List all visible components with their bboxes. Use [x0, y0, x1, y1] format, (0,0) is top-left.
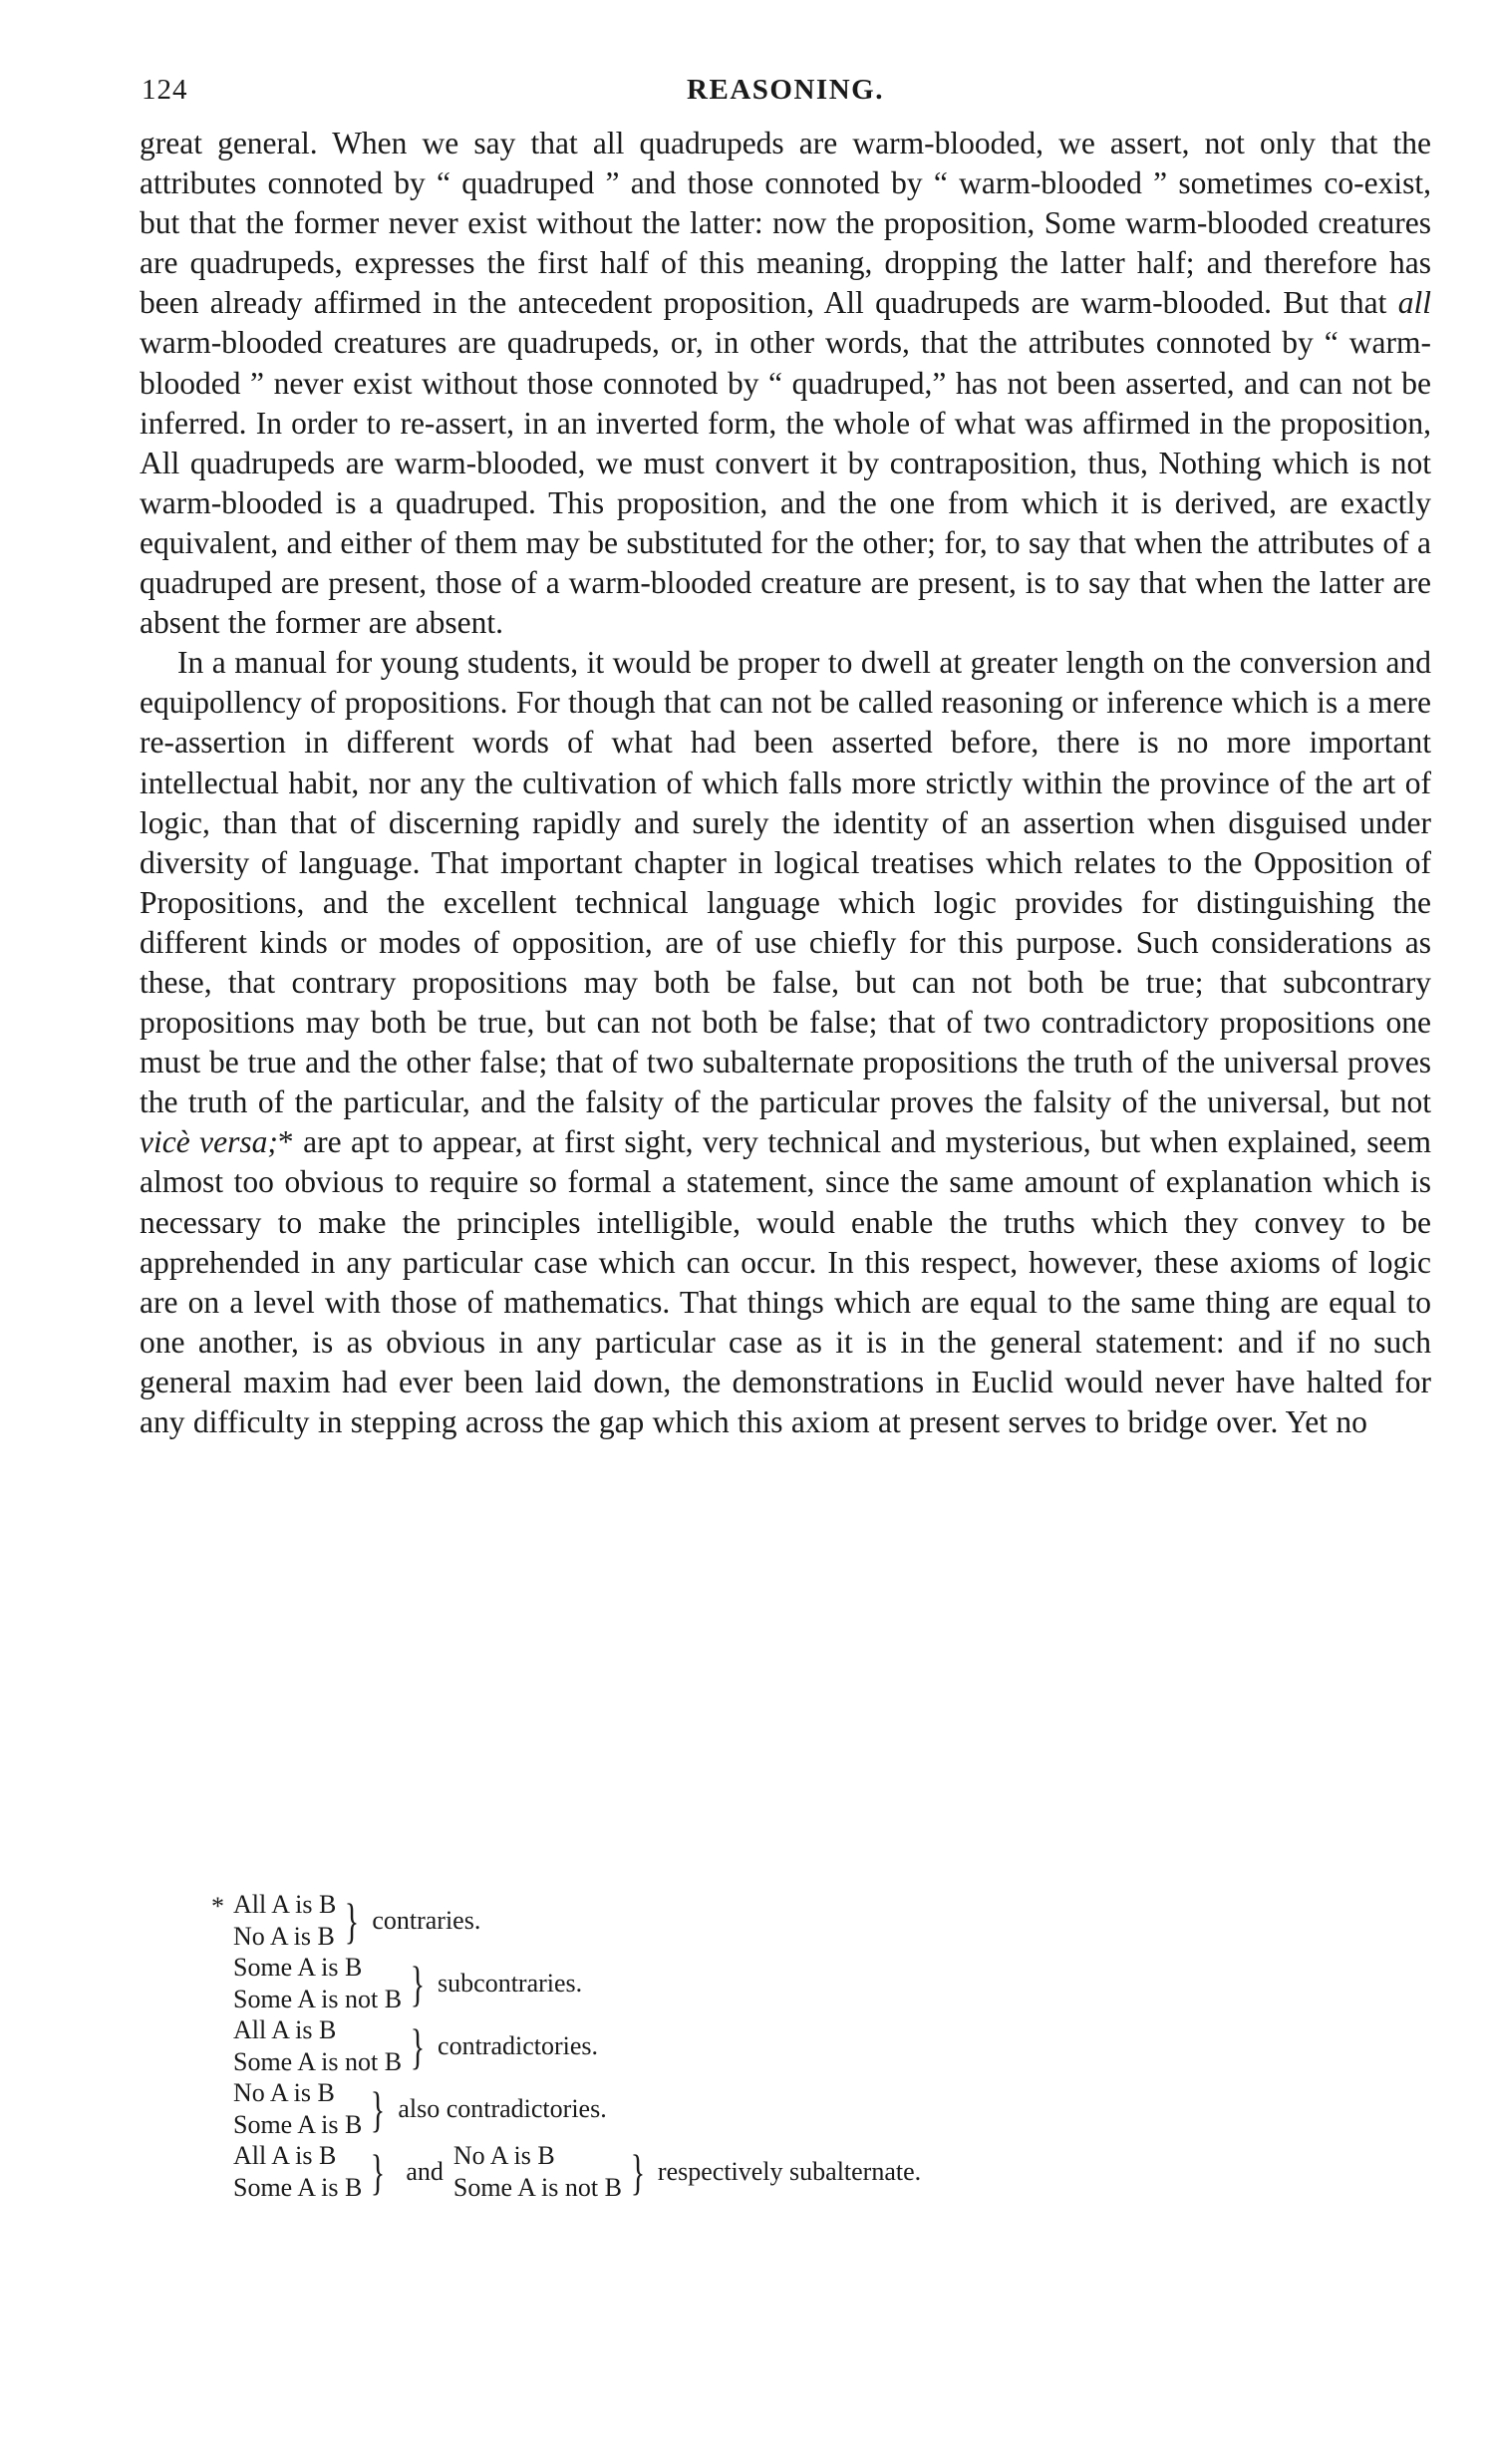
relation-label: subcontraries.: [438, 1968, 583, 1998]
proposition-pair: [233, 2014, 402, 2077]
proposition-pair: [233, 1952, 402, 2014]
proposition: All A is B: [233, 1890, 337, 1919]
proposition-pair: [233, 1889, 336, 1952]
paragraph-2-text-b: * are apt to appear, at first sight, very technical and mysterious, but when explained, seem almost too obvious to require so formal a statement, since the same amount of explanation which is necessary to make the principles intelligible, would enable the truths which they convey to be apprehended in any particular case which can occur. In this respect, however, these axioms of logic are on a level with those of mathematics. That things which are equal to the same thing are equal to one another, is as obvious in any particular case as it is in the general statement: and if no such general maxim had ever been laid down, the demonstrations in Euclid would never have halted for any difficulty in stepping across the gap which this axiom at present serves to bridge over. Yet no: [140, 1124, 1431, 1439]
brace-icon: }: [630, 2143, 646, 2200]
footnote-row: [211, 2014, 921, 2077]
brace-icon: }: [371, 2143, 386, 2200]
paragraph-1-text-a: great general. When we say that all quadrupeds are warm-blooded, we assert, not only that the attributes connoted by “ quadruped ” and those connoted by “ warm-blooded ” sometimes co-exist, but that the former never exist without the latter: now the proposition, Some warm-blooded creatures are quadrupeds, expresses the first half of this meaning, dropping the latter half; and therefore has been already affirmed in the antecedent proposition, All quadrupeds are warm-blooded. But that: [140, 126, 1431, 321]
footnote-row: [211, 2140, 921, 2203]
body-text: [140, 124, 1431, 1442]
footnote-marker: *: [211, 1892, 224, 1921]
relation-label: respectively subalternate.: [657, 2156, 922, 2186]
footnote-row: [211, 2077, 921, 2140]
proposition: Some A is not B: [233, 1984, 403, 2013]
proposition: All A is B: [233, 2141, 337, 2170]
proposition: Some A is B: [233, 2172, 363, 2202]
paragraph-1: [140, 124, 1431, 643]
proposition: No A is B: [233, 2078, 335, 2107]
paragraph-2-text-a: In a manual for young students, it would be proper to dwell at greater length on the conversion and equipollency of propositions. For though that can not be called reasoning or inference which is a mere re-assertion in different words of what had been asserted before, there is no more important intellectual habit, nor any the cultivation of which falls more strictly within the province of the art of logic, than that of discerning rapidly and surely the identity of an assertion when disguised under diversity of language. That important chapter in logical treatises which relates to the Opposition of Propositions, and the excellent technical language which logic provides for distinguishing the different kinds or modes of opposition, are of use chiefly for this purpose. Such considerations as these, that contrary propositions may both be false, but can not both be true; that subcontrary propositions may both be true, but can not both be false; that of two contradictory propositions one must be true and the other false; that of two subalternate propositions the truth of the universal proves the truth of the particular, and the falsity of the particular proves the falsity of the universal, but not: [140, 645, 1431, 1120]
proposition-pair: [453, 2140, 622, 2203]
footnote-row: [211, 1952, 921, 2014]
paragraph-2: [140, 643, 1431, 1442]
brace-icon: }: [371, 2080, 386, 2137]
book-page: [140, 74, 1431, 1442]
proposition-pair: [233, 2077, 362, 2140]
proposition: Some A is not B: [233, 2046, 403, 2076]
proposition: Some A is B: [233, 2109, 363, 2139]
brace-icon: }: [410, 1955, 426, 2011]
relation-label: contradictories.: [438, 2030, 599, 2060]
page-header: [140, 74, 1431, 124]
paragraph-2-emphasis: vicè versa;: [140, 1124, 278, 1160]
paragraph-1-emphasis: all: [1397, 285, 1431, 321]
proposition: Some A is not B: [452, 2172, 622, 2202]
proposition: All A is B: [233, 2015, 337, 2044]
footnote: [211, 1889, 921, 2203]
running-title: REASONING.: [687, 74, 884, 106]
proposition: No A is B: [452, 2141, 555, 2170]
proposition: No A is B: [233, 1921, 335, 1951]
brace-icon: }: [410, 2017, 426, 2074]
relation-label: also contradictories.: [398, 2093, 607, 2123]
relation-label: contraries.: [372, 1905, 481, 1935]
page-number: 124: [142, 74, 188, 106]
proposition: Some A is B: [233, 1953, 363, 1982]
connector-word: and: [406, 2156, 444, 2186]
proposition-pair: [233, 2140, 362, 2203]
brace-icon: }: [345, 1892, 360, 1949]
footnote-row: [211, 1889, 921, 1952]
paragraph-1-text-b: warm-blooded creatures are quadrupeds, or, in other words, that the attributes connoted by “ warm-blooded ” never exist without those connoted by “ quadruped,” has not been asserted, and can not be inferred. In order to re-assert, in an inverted form, the whole of what was affirmed in the proposition, All quadrupeds are warm-blooded, we must convert it by contraposition, thus, Nothing which is not warm-blooded is a quadruped. This proposition, and the one from which it is derived, are exactly equivalent, and either of them may be substituted for the other; for, to say that when the attributes of a quadruped are present, those of a warm-blooded creature are present, is to say that when the latter are absent the former are absent.: [140, 325, 1431, 641]
